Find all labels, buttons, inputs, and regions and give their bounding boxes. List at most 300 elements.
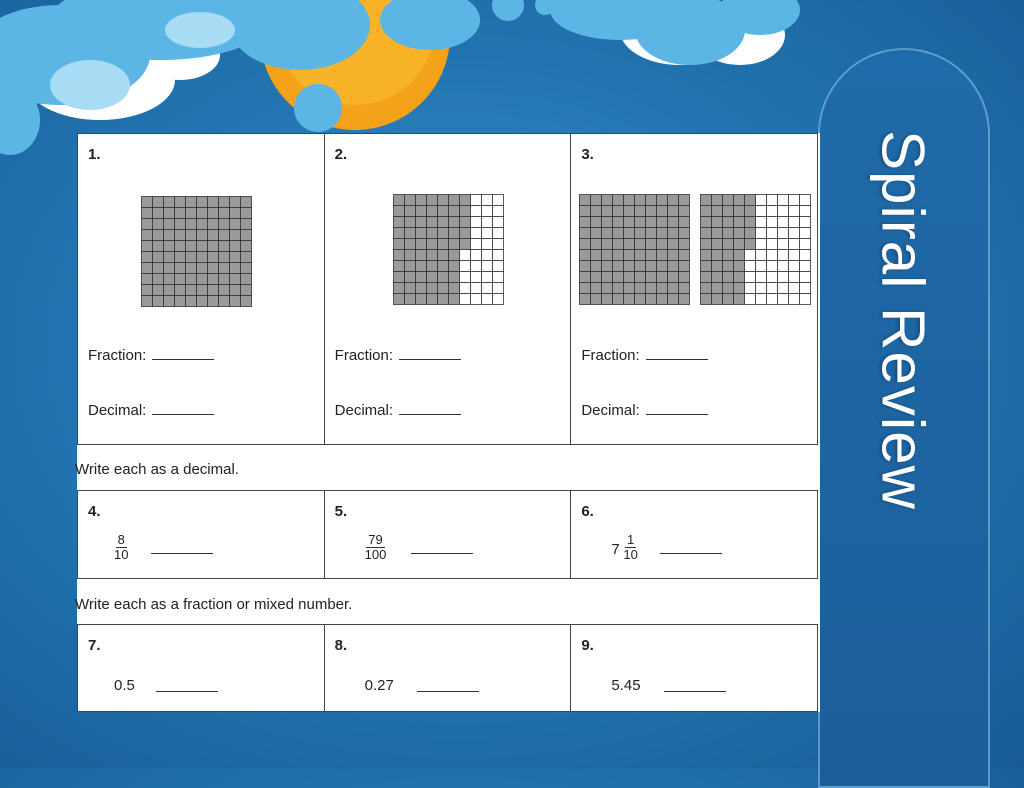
- grid-square-shaded: [602, 283, 613, 294]
- grid-square-shaded: [701, 261, 712, 272]
- grid-square-shaded: [745, 239, 756, 250]
- grid-square-shaded: [186, 219, 197, 230]
- grid-square-shaded: [197, 285, 208, 296]
- grid-square: [767, 250, 778, 261]
- answer-blank[interactable]: [156, 691, 218, 692]
- grid-square-shaded: [175, 285, 186, 296]
- grid-square: [800, 228, 811, 239]
- grid-square: [767, 283, 778, 294]
- grid-square-shaded: [186, 197, 197, 208]
- grid-square: [470, 294, 481, 305]
- grid-square: [778, 294, 789, 305]
- grid-square-shaded: [142, 252, 153, 263]
- denominator: 10: [114, 547, 129, 562]
- grid-square-shaded: [175, 241, 186, 252]
- grid-square: [745, 272, 756, 283]
- grid-square-shaded: [153, 230, 164, 241]
- grid-square-shaded: [437, 228, 448, 239]
- grid-square-shaded: [701, 228, 712, 239]
- grid-square-shaded: [448, 272, 459, 283]
- grid-square-shaded: [679, 261, 690, 272]
- grid-square-shaded: [459, 217, 470, 228]
- problem-number: 7.: [88, 637, 101, 654]
- grid-square-shaded: [437, 261, 448, 272]
- problem-2: [325, 134, 572, 444]
- grid-square: [778, 228, 789, 239]
- grid-square-shaded: [591, 272, 602, 283]
- grid-square-shaded: [142, 274, 153, 285]
- grid-square-shaded: [219, 197, 230, 208]
- answer-blank[interactable]: [152, 359, 214, 360]
- grid-square-shaded: [415, 294, 426, 305]
- grid-square: [492, 206, 503, 217]
- grid-square-shaded: [197, 252, 208, 263]
- grid-square-shaded: [426, 195, 437, 206]
- grid-square-shaded: [679, 283, 690, 294]
- grid-square-shaded: [701, 272, 712, 283]
- grid-square: [789, 261, 800, 272]
- fraction-label: Fraction:: [581, 347, 640, 364]
- grid-square-shaded: [723, 228, 734, 239]
- grid-square-shaded: [208, 230, 219, 241]
- grid-square-shaded: [723, 217, 734, 228]
- answer-blank[interactable]: [417, 691, 479, 692]
- grid-square: [767, 206, 778, 217]
- grid-square-shaded: [164, 197, 175, 208]
- grid-square-shaded: [635, 250, 646, 261]
- grid-square-shaded: [657, 294, 668, 305]
- grid-square-shaded: [591, 250, 602, 261]
- grid-square-shaded: [219, 252, 230, 263]
- grid-square-shaded: [186, 230, 197, 241]
- grid-square-shaded: [448, 250, 459, 261]
- answer-blank[interactable]: [152, 414, 214, 415]
- grid-square: [767, 228, 778, 239]
- grid-square-shaded: [153, 241, 164, 252]
- grid-square-shaded: [164, 252, 175, 263]
- grid-square-shaded: [197, 241, 208, 252]
- grid-square-shaded: [679, 294, 690, 305]
- grid-square-shaded: [657, 283, 668, 294]
- fraction: [623, 533, 637, 562]
- grid-square-shaded: [459, 239, 470, 250]
- grid-square: [778, 206, 789, 217]
- grid-square-shaded: [591, 206, 602, 217]
- grid-square-shaded: [426, 272, 437, 283]
- problem-number: 9.: [581, 637, 594, 654]
- answer-blank[interactable]: [646, 414, 708, 415]
- grid-square-shaded: [646, 250, 657, 261]
- grid-square: [492, 250, 503, 261]
- grid-square-shaded: [393, 228, 404, 239]
- grid-square-shaded: [624, 294, 635, 305]
- answer-blank[interactable]: [646, 359, 708, 360]
- grid-square: [800, 195, 811, 206]
- grid-square-shaded: [646, 283, 657, 294]
- grid-square: [800, 206, 811, 217]
- grid-square-shaded: [613, 228, 624, 239]
- grid-square-shaded: [164, 263, 175, 274]
- grid-square-shaded: [591, 261, 602, 272]
- grid-square: [492, 261, 503, 272]
- grid-square-shaded: [723, 272, 734, 283]
- grid-square-shaded: [208, 274, 219, 285]
- grid-square-shaded: [393, 206, 404, 217]
- grid-square-shaded: [734, 261, 745, 272]
- grid-square: [492, 217, 503, 228]
- grid-square: [470, 272, 481, 283]
- grid-square-shaded: [613, 294, 624, 305]
- grid-square-shaded: [679, 195, 690, 206]
- grid-square-shaded: [646, 217, 657, 228]
- grid-square-shaded: [219, 241, 230, 252]
- fraction: [114, 533, 128, 562]
- grid-square-shaded: [448, 283, 459, 294]
- grid-square: [778, 250, 789, 261]
- grid-square-shaded: [208, 208, 219, 219]
- decimal-label: Decimal:: [88, 402, 147, 419]
- grid-square-shaded: [142, 197, 153, 208]
- grid-square-shaded: [613, 261, 624, 272]
- grid-square-shaded: [219, 208, 230, 219]
- grid-square: [800, 261, 811, 272]
- grid-square-shaded: [175, 197, 186, 208]
- grid-square-shaded: [712, 228, 723, 239]
- grid-square-shaded: [580, 261, 591, 272]
- answer-blank[interactable]: [151, 553, 213, 554]
- grid-square-shaded: [153, 252, 164, 263]
- grid-square-shaded: [230, 285, 241, 296]
- grid-square-shaded: [668, 261, 679, 272]
- grid-square-shaded: [723, 283, 734, 294]
- problem-number: 8.: [334, 637, 348, 654]
- grid-square: [470, 195, 481, 206]
- grid-square-shaded: [668, 217, 679, 228]
- grid-square-shaded: [230, 296, 241, 307]
- grid-square-shaded: [635, 272, 646, 283]
- fraction-line: [88, 347, 214, 364]
- decimal-line: [581, 402, 707, 419]
- grid-square-shaded: [153, 197, 164, 208]
- grid-square-shaded: [208, 285, 219, 296]
- grid-square-shaded: [591, 239, 602, 250]
- grid-square-shaded: [197, 230, 208, 241]
- grid-square-shaded: [186, 208, 197, 219]
- grid-square-shaded: [723, 250, 734, 261]
- grid-square-shaded: [142, 285, 153, 296]
- grid-square-shaded: [602, 272, 613, 283]
- decimal-problems-row: [77, 490, 818, 579]
- grid-square-shaded: [591, 283, 602, 294]
- grid-square-shaded: [437, 195, 448, 206]
- grid-square: [789, 206, 800, 217]
- grid-square-shaded: [197, 263, 208, 274]
- grid-square-shaded: [175, 219, 186, 230]
- grid-square-shaded: [208, 219, 219, 230]
- grid-square-shaded: [142, 241, 153, 252]
- grid-square-shaded: [393, 250, 404, 261]
- grid-square-shaded: [635, 217, 646, 228]
- grid-square-shaded: [723, 195, 734, 206]
- grid-square-shaded: [624, 272, 635, 283]
- grid-square-shaded: [404, 272, 415, 283]
- problem-number: 6.: [581, 503, 594, 520]
- grid-square-shaded: [415, 195, 426, 206]
- grid-square: [800, 239, 811, 250]
- grid-square: [800, 250, 811, 261]
- decimal-value: 0.27: [364, 677, 394, 694]
- grid-square: [745, 261, 756, 272]
- grid-square: [745, 283, 756, 294]
- grid-square-shaded: [208, 252, 219, 263]
- grid-square-shaded: [602, 261, 613, 272]
- grid-square-shaded: [241, 274, 252, 285]
- problem-8: [325, 625, 572, 711]
- answer-blank[interactable]: [399, 359, 461, 360]
- grid-square-shaded: [142, 219, 153, 230]
- grid-square-shaded: [734, 195, 745, 206]
- grid-square-shaded: [701, 206, 712, 217]
- grid-square-shaded: [393, 261, 404, 272]
- grid-square-shaded: [668, 228, 679, 239]
- fraction-line: [581, 347, 707, 364]
- grid-square: [745, 294, 756, 305]
- grid-square: [459, 261, 470, 272]
- grid-square-shaded: [613, 283, 624, 294]
- grid-square: [756, 195, 767, 206]
- grid-square-shaded: [624, 217, 635, 228]
- grid-square-shaded: [426, 261, 437, 272]
- problem-number: 1.: [88, 146, 101, 163]
- grid-square-shaded: [241, 252, 252, 263]
- grid-square-shaded: [701, 250, 712, 261]
- grid-square: [481, 195, 492, 206]
- grid-square-shaded: [701, 195, 712, 206]
- grid-square-shaded: [208, 241, 219, 252]
- grid-square-shaded: [613, 195, 624, 206]
- grid-square-shaded: [701, 283, 712, 294]
- fraction: [365, 533, 387, 562]
- grid-square-shaded: [624, 261, 635, 272]
- grid-square-shaded: [734, 228, 745, 239]
- grid-square-shaded: [186, 252, 197, 263]
- grid-square: [789, 239, 800, 250]
- grid-square-shaded: [723, 294, 734, 305]
- grid-square: [767, 294, 778, 305]
- grid-square-shaded: [404, 283, 415, 294]
- grid-square-shaded: [591, 228, 602, 239]
- grid-square: [481, 272, 492, 283]
- grid-square-shaded: [197, 296, 208, 307]
- hundred-grid: [579, 194, 690, 305]
- grid-square-shaded: [437, 283, 448, 294]
- grid-square: [756, 217, 767, 228]
- grid-square: [459, 283, 470, 294]
- grid-square-shaded: [415, 206, 426, 217]
- grid-square-shaded: [646, 294, 657, 305]
- grid-square-shaded: [175, 208, 186, 219]
- grid-square-shaded: [153, 274, 164, 285]
- problem-9: [571, 625, 817, 711]
- grid-square-shaded: [591, 195, 602, 206]
- grid-square-shaded: [646, 228, 657, 239]
- grid-square-shaded: [602, 250, 613, 261]
- grid-square-shaded: [437, 217, 448, 228]
- grid-square-shaded: [393, 283, 404, 294]
- fraction-problems-row: [77, 624, 818, 712]
- grid-square-shaded: [712, 272, 723, 283]
- grid-square-shaded: [415, 261, 426, 272]
- grid-square: [481, 294, 492, 305]
- grid-square: [778, 239, 789, 250]
- grid-square-shaded: [657, 272, 668, 283]
- grid-square-shaded: [186, 274, 197, 285]
- denominator: 100: [364, 547, 387, 562]
- grid-square-shaded: [164, 296, 175, 307]
- grid-square-shaded: [624, 228, 635, 239]
- grid-square-shaded: [404, 206, 415, 217]
- grid-square-shaded: [164, 285, 175, 296]
- answer-blank[interactable]: [664, 691, 726, 692]
- grid-square-shaded: [241, 296, 252, 307]
- grid-square: [767, 217, 778, 228]
- grid-square-shaded: [393, 217, 404, 228]
- grid-square-shaded: [635, 294, 646, 305]
- grid-square-shaded: [164, 219, 175, 230]
- grid-square-shaded: [153, 296, 164, 307]
- grid-square-shaded: [437, 294, 448, 305]
- grid-square-shaded: [393, 294, 404, 305]
- grid-square-shaded: [646, 272, 657, 283]
- grid-square-shaded: [426, 294, 437, 305]
- grid-square-shaded: [646, 261, 657, 272]
- grid-square-shaded: [668, 294, 679, 305]
- grid-square-shaded: [734, 283, 745, 294]
- grid-square-shaded: [723, 206, 734, 217]
- grid-square-shaded: [745, 206, 756, 217]
- grid-square: [492, 195, 503, 206]
- hundred-grid: [393, 194, 504, 305]
- grid-square-shaded: [186, 263, 197, 274]
- grid-square: [745, 250, 756, 261]
- grid-square-shaded: [142, 296, 153, 307]
- grid-square-shaded: [219, 274, 230, 285]
- hundred-grid: [700, 194, 811, 305]
- grid-square: [481, 261, 492, 272]
- grid-square-shaded: [679, 228, 690, 239]
- grid-square-shaded: [448, 239, 459, 250]
- grid-square-shaded: [734, 239, 745, 250]
- grid-square-shaded: [602, 239, 613, 250]
- grid-square: [778, 261, 789, 272]
- grid-square-shaded: [186, 296, 197, 307]
- grid-square-shaded: [679, 206, 690, 217]
- grid-square: [800, 217, 811, 228]
- answer-blank[interactable]: [660, 553, 722, 554]
- grid-square-shaded: [219, 285, 230, 296]
- grid-square: [789, 195, 800, 206]
- grid-square: [492, 283, 503, 294]
- grid-square-shaded: [723, 239, 734, 250]
- grid-square: [470, 261, 481, 272]
- grid-square-shaded: [646, 206, 657, 217]
- grid-square: [459, 250, 470, 261]
- grid-square-shaded: [219, 296, 230, 307]
- grid-square-shaded: [208, 296, 219, 307]
- grid-square-shaded: [153, 263, 164, 274]
- grid-square: [778, 283, 789, 294]
- mixed-whole: 7: [611, 541, 620, 558]
- grid-square-shaded: [591, 294, 602, 305]
- grid-square-shaded: [668, 239, 679, 250]
- answer-blank[interactable]: [399, 414, 461, 415]
- grid-square-shaded: [208, 197, 219, 208]
- grid-square-shaded: [712, 294, 723, 305]
- grid-square-shaded: [635, 261, 646, 272]
- grid-square-shaded: [613, 206, 624, 217]
- problem-number: 4.: [88, 503, 101, 520]
- decimal-line: [335, 402, 461, 419]
- grid-square-shaded: [701, 294, 712, 305]
- grid-square-shaded: [197, 208, 208, 219]
- grid-square-shaded: [230, 230, 241, 241]
- grid-square-shaded: [580, 195, 591, 206]
- grid-square: [756, 250, 767, 261]
- grid-square-shaded: [175, 252, 186, 263]
- grid-square-shaded: [657, 217, 668, 228]
- grid-square: [789, 228, 800, 239]
- grid-square-shaded: [393, 272, 404, 283]
- grid-square-shaded: [602, 217, 613, 228]
- grid-square: [481, 283, 492, 294]
- grid-square: [767, 195, 778, 206]
- grid-square-shaded: [415, 228, 426, 239]
- grid-square-shaded: [197, 219, 208, 230]
- grid-square-shaded: [448, 294, 459, 305]
- grid-square-shaded: [459, 195, 470, 206]
- grid-square-shaded: [734, 206, 745, 217]
- grid-square: [756, 272, 767, 283]
- grid-square: [767, 239, 778, 250]
- grid-square-shaded: [426, 217, 437, 228]
- grid-square: [481, 250, 492, 261]
- grid-square: [789, 250, 800, 261]
- answer-blank[interactable]: [411, 553, 473, 554]
- grid-square-shaded: [241, 197, 252, 208]
- grid-square: [470, 206, 481, 217]
- grid-square: [756, 261, 767, 272]
- grid-square-shaded: [624, 250, 635, 261]
- grid-square-shaded: [175, 230, 186, 241]
- grid-square-shaded: [745, 195, 756, 206]
- grid-square-shaded: [734, 294, 745, 305]
- grid-square-shaded: [241, 263, 252, 274]
- decimal-label: Decimal:: [581, 402, 640, 419]
- grid-square-shaded: [230, 263, 241, 274]
- grid-square: [470, 239, 481, 250]
- grid-square-shaded: [668, 250, 679, 261]
- decimal-value: 0.5: [114, 677, 135, 694]
- grid-square-shaded: [437, 272, 448, 283]
- grid-square-shaded: [437, 239, 448, 250]
- problem-number: 5.: [334, 503, 348, 520]
- grid-square-shaded: [668, 272, 679, 283]
- denominator: 10: [623, 547, 638, 562]
- decimal-line: [88, 402, 214, 419]
- grid-square-shaded: [404, 239, 415, 250]
- grid-square-shaded: [186, 285, 197, 296]
- grid-square-shaded: [657, 250, 668, 261]
